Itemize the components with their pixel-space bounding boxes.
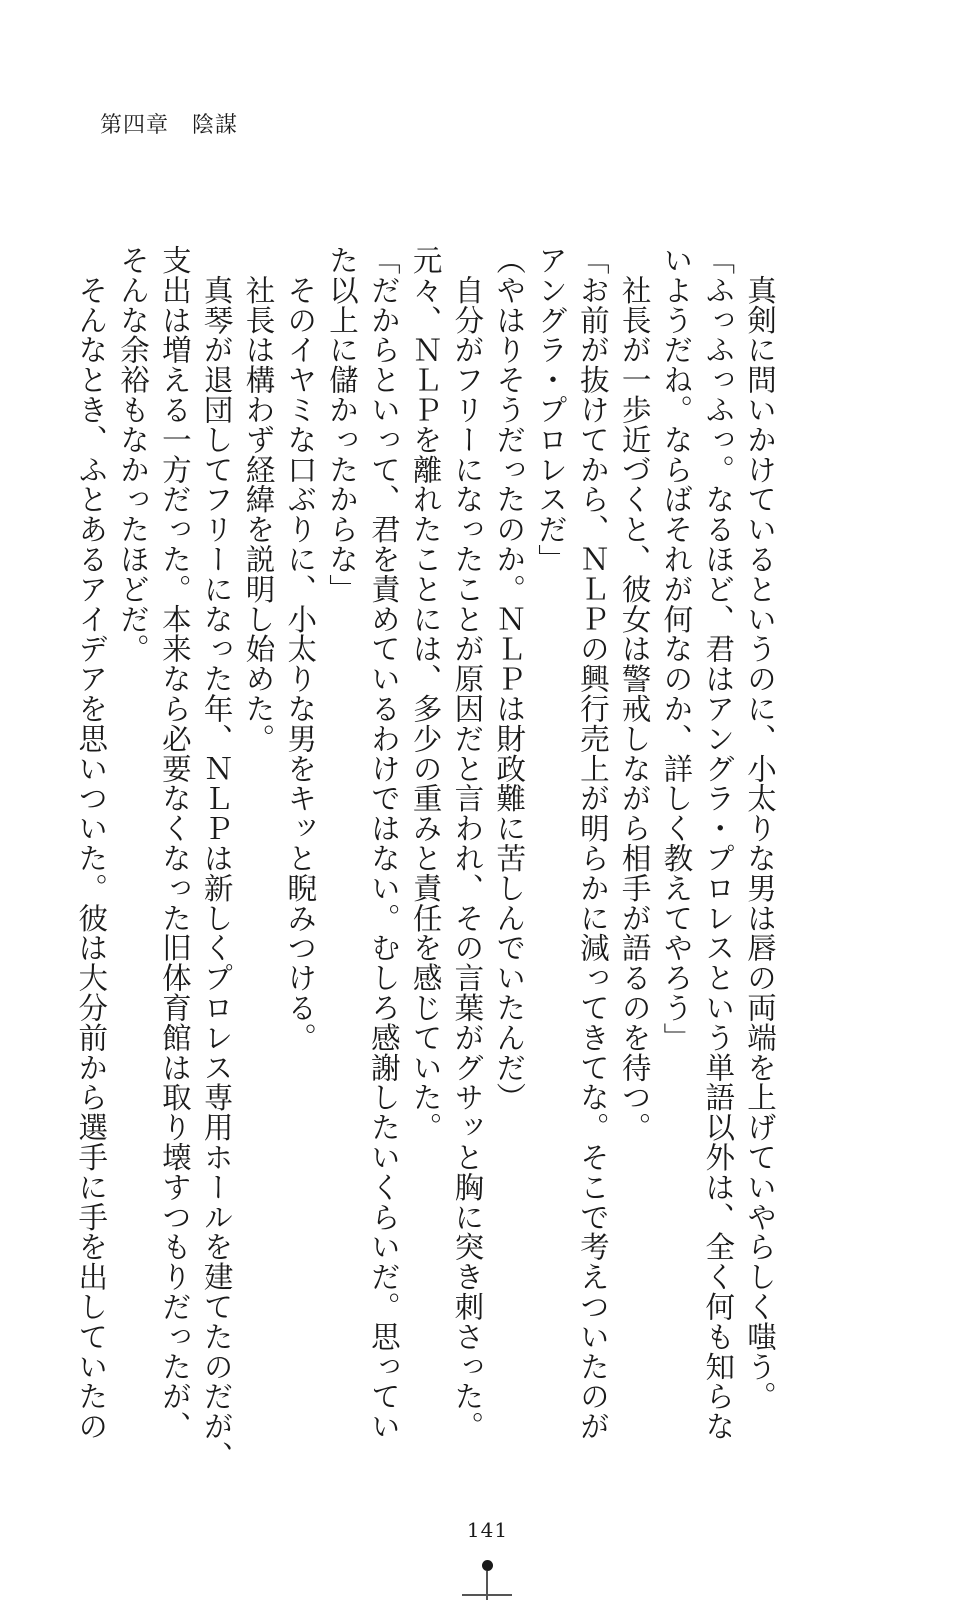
text-line: 支出は増える一方だった。本来なら必要なくなった旧体育館は取り壊すつもりだったが、 [157,245,192,1441]
text-line: 「お前が抜けてから、ＮＬＰの興行売上が明らかに減ってきてな。そこで考えついたのが [575,245,610,1441]
text-line: いようだね。ならばそれが何なのか、詳しく教えてやろう」 [659,245,694,1053]
page-number: 141 [466,1518,509,1542]
folio-dot-ornament [482,1560,493,1571]
text-line: 真剣に問いかけているというのに、小太りな男は唇の両端を上げていやらしく嗤う。 [743,245,777,1412]
text-line: た以上に儲かったからな」 [325,245,360,604]
vertical-text-body [74,245,780,1471]
running-head-chapter-title: 第四章 陰謀 [100,113,239,138]
text-line: （やはりそうだったのか。ＮＬＰは財政難に苦しんでいたんだ） [492,245,527,1113]
text-line: 「ふっふっふっ。なるほど、君はアングラ・プロレスという単語以外は、全く何も知らな [701,245,736,1441]
text-line: 自分がフリーになったことが原因だと言われ、その言葉がグサッと胸に突き刺さった。 [450,245,485,1441]
folio-rule-ornament [462,1594,512,1596]
text-line: 社長は構わず経緯を説明し始めた。 [241,245,276,754]
text-line: そんな余裕もなかったほどだ。 [116,245,151,664]
text-line: 「だからといって、君を責めているわけではない。むしろ感謝したいくらいだ。思ってい [366,245,401,1441]
text-line: そのイヤミな口ぶりに、小太りな男をキッと睨みつける。 [283,245,318,1053]
text-line: 社長が一歩近づくと、彼女は警戒しながら相手が語るのを待つ。 [617,245,652,1142]
text-line: 元々、ＮＬＰを離れたことには、多少の重みと責任を感じていた。 [408,245,443,1142]
text-line: そんなとき、ふとあるアイデアを思いついた。彼は大分前から選手に手を出していたの [74,245,109,1441]
text-line: 真琴が退団してフリーになった年、ＮＬＰは新しくプロレス専用ホールを建てたのだが、 [199,245,234,1471]
text-line: アングラ・プロレスだ」 [534,245,569,574]
